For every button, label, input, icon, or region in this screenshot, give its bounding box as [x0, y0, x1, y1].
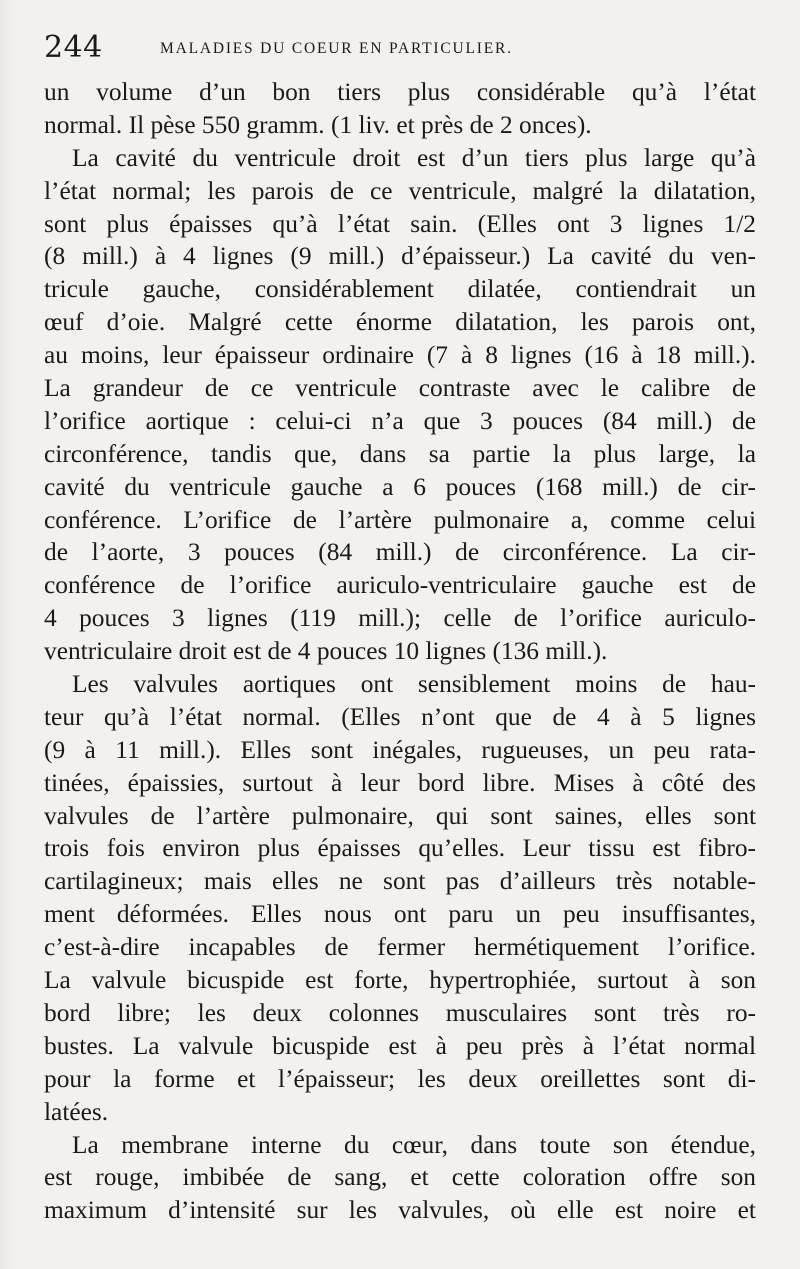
text-line: conférence. L’orifice de l’artère pulmonaire a, comme celui	[44, 505, 756, 534]
text-line: bord libre; les deux colonnes musculaires sont très ro-	[44, 998, 756, 1027]
text-line: sont plus épaisses qu’à l’état sain. (Elles ont 3 lignes 1/2	[44, 209, 756, 238]
text-line: au moins, leur épaisseur ordinaire (7 à 8 lignes (16 à 18 mill.).	[44, 341, 756, 370]
text-line: œuf d’oie. Malgré cette énorme dilatation, les parois ont,	[44, 308, 756, 337]
text-line: cavité du ventricule gauche a 6 pouces (168 mill.) de cir-	[44, 472, 756, 501]
text-line: La cavité du ventricule droit est d’un tiers plus large qu’à	[72, 143, 756, 172]
page-header	[44, 30, 756, 70]
text-line: La grandeur de ce ventricule contraste avec le calibre de	[44, 374, 756, 403]
text-line: latées.	[44, 1097, 109, 1126]
text-line: circonférence, tandis que, dans sa partie la plus large, la	[44, 439, 756, 468]
text-line: 4 pouces 3 lignes (119 mill.); celle de l’orifice auriculo-	[44, 604, 756, 633]
text-line: normal. Il pèse 550 gramm. (1 liv. et près de 2 onces).	[44, 110, 592, 139]
text-line: bustes. La valvule bicuspide est à peu près à l’état normal	[44, 1031, 756, 1060]
text-line: Les valvules aortiques ont sensiblement moins de hau-	[72, 670, 756, 699]
text-line: maximum d’intensité sur les valvules, où elle est noire et	[44, 1196, 756, 1225]
text-line: est rouge, imbibée de sang, et cette coloration offre son	[44, 1163, 756, 1192]
text-line: trois fois environ plus épaisses qu’elles. Leur tissu est fibro-	[44, 834, 756, 863]
text-line: ventriculaire droit est de 4 pouces 10 lignes (136 mill.).	[44, 637, 608, 666]
text-line: (8 mill.) à 4 lignes (9 mill.) d’épaisseur.) La cavité du ven-	[44, 242, 756, 271]
body-text	[44, 76, 756, 1227]
text-line: teur qu’à l’état normal. (Elles n’ont que de 4 à 5 lignes	[44, 702, 756, 731]
text-line: (9 à 11 mill.). Elles sont inégales, rugueuses, un peu rata-	[44, 735, 756, 764]
running-head: MALADIES DU COEUR EN PARTICULIER.	[160, 40, 513, 57]
text-line: l’orifice aortique : celui-ci n’a que 3 pouces (84 mill.) de	[44, 406, 756, 435]
text-line: tricule gauche, considérablement dilatée, contiendrait un	[44, 275, 756, 304]
text-line: tinées, épaissies, surtout à leur bord libre. Mises à côté des	[44, 768, 756, 797]
text-line: La membrane interne du cœur, dans toute son étendue,	[72, 1130, 756, 1159]
text-line: valvules de l’artère pulmonaire, qui sont saines, elles sont	[44, 801, 756, 830]
text-line: cartilagineux; mais elles ne sont pas d’ailleurs très notable-	[44, 867, 756, 896]
page-number: 244	[44, 30, 103, 65]
text-line: c’est-à-dire incapables de fermer hermétiquement l’orifice.	[44, 933, 756, 962]
text-line: l’état normal; les parois de ce ventricule, malgré la dilatation,	[44, 176, 756, 205]
text-line: de l’aorte, 3 pouces (84 mill.) de circonférence. La cir-	[44, 538, 756, 567]
text-line: ment déformées. Elles nous ont paru un peu insuffisantes,	[44, 900, 756, 929]
text-line: un volume d’un bon tiers plus considérable qu’à l’état	[44, 78, 756, 106]
text-line: La valvule bicuspide est forte, hypertrophiée, surtout à son	[44, 966, 756, 995]
text-line: conférence de l’orifice auriculo-ventriculaire gauche est de	[44, 571, 756, 600]
text-line: pour la forme et l’épaisseur; les deux oreillettes sont di-	[44, 1064, 756, 1093]
